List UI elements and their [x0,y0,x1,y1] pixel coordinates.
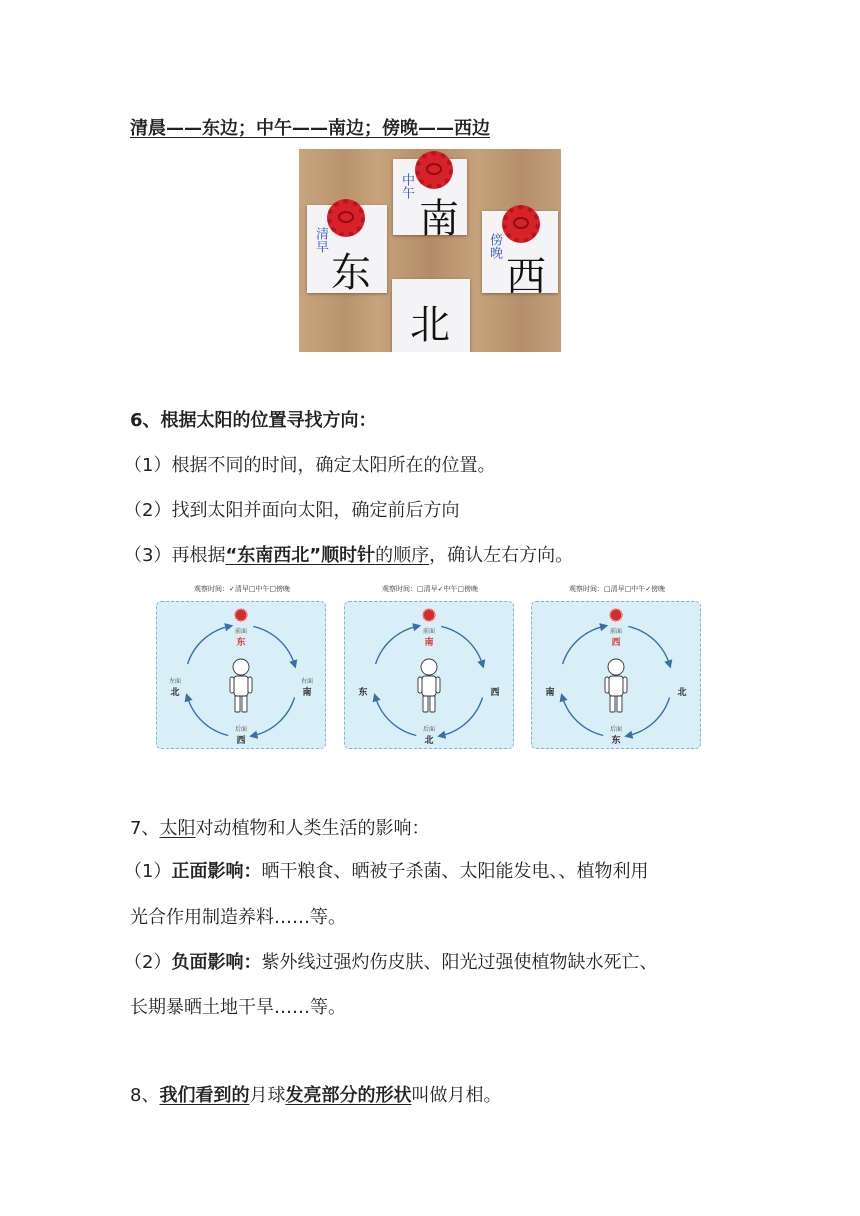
section8-text [130,1083,501,1109]
s8-prefix: 8、 [130,1085,160,1106]
clockwise-arrow [253,626,294,664]
back-direction-label-sub: 后面 [422,726,435,733]
right-direction-label-sub: 右面 [300,678,313,685]
card-east-time: 清早 [313,227,328,253]
direction-diagram-1 [153,581,331,752]
observe-time: 观察时间：□清早□中午✓傍晚 [568,585,666,593]
front-direction-label-sub: 前面 [234,628,247,635]
sun-icon [423,609,435,621]
item3-under: 的顺序 [375,545,430,566]
clockwise-arrow [562,697,603,735]
section7-p1-cont: 光合作用制造养料……等。 [130,907,346,928]
item3-bold: “东南西北”顺时针 [225,545,376,566]
p1-text: 晒干粮食、晒被子杀菌、太阳能发电、、植物利用 [261,861,649,882]
p2-bold: 负面影响： [171,952,262,973]
back-direction-label: 北 [424,736,434,746]
left-direction-label: 东 [358,688,368,698]
clockwise-arrow [563,626,605,664]
front-direction-label: 南 [424,638,434,648]
sun-direction-photo [299,149,561,352]
sun-icon [610,609,622,621]
clockwise-arrow [628,698,669,736]
clockwise-arrow [187,697,228,735]
card-north-char: 北 [410,302,450,348]
direction-heading: 清晨——东边；中午——南边；傍晚——西边 [130,118,490,139]
section6-item1: （1）根据不同的时间，确定太阳所在的位置。 [124,455,496,476]
left-direction-label-sub: 左面 [168,678,181,685]
clockwise-arrow [375,697,416,735]
back-direction-label: 西 [236,736,246,746]
direction-diagram-2 [341,581,519,752]
section6-item3 [124,543,573,569]
item3-suffix: ，确认左右方向。 [429,545,574,566]
s7-suffix: 对动植物和人类生活的影响： [195,818,430,839]
clockwise-arrow [253,698,294,736]
observe-time: 观察时间：□清早✓中午□傍晚 [381,585,479,593]
direction-diagram-3 [528,581,706,752]
back-direction-label: 东 [611,736,621,746]
clockwise-arrow [441,626,482,664]
front-direction-label-sub: 前面 [609,628,622,635]
observe-time: 观察时间：✓清早□中午□傍晚 [193,585,291,593]
card-north [392,279,470,352]
paper-sun-icon [502,205,540,243]
card-south [393,159,467,242]
section7-p2 [124,950,657,976]
paper-sun-icon [415,151,453,189]
section7-p2-cont: 长期暴晒土地干旱……等。 [130,997,346,1018]
p2-text: 紫外线过强灼伤皮肤、阳光过强使植物缺水死亡、 [261,952,658,973]
section7-title [130,816,429,842]
clockwise-arrow [376,626,418,664]
s8-suffix: 叫做月相。 [411,1085,502,1106]
s8-mid: 月球 [249,1085,286,1106]
paper-sun-icon [327,199,365,237]
p2-prefix: （2） [124,952,172,973]
right-direction-label: 北 [677,688,687,698]
p1-prefix: （1） [124,861,172,882]
child-figure-icon [605,659,627,712]
front-direction-label: 东 [236,638,246,648]
s8-bold2: 发亮部分的形状 [285,1085,412,1106]
clockwise-arrow [441,698,482,736]
front-direction-label-sub: 前面 [422,628,435,635]
right-direction-label: 南 [302,688,312,698]
child-figure-icon [418,659,440,712]
child-figure-icon [230,659,252,712]
card-west [482,211,558,300]
right-direction-label: 西 [490,688,500,698]
back-direction-label-sub: 后面 [609,726,622,733]
s7-prefix: 7、 [130,818,160,839]
front-direction-label: 西 [611,638,621,648]
left-direction-label: 北 [170,688,180,698]
back-direction-label-sub: 后面 [234,726,247,733]
section7-p1 [124,859,648,885]
sun-icon [235,609,247,621]
card-east-char: 东 [331,250,371,296]
card-west-time: 傍晚 [487,233,502,259]
card-west-char: 西 [506,254,546,300]
section6-item2: （2）找到太阳并面向太阳，确定前后方向 [124,500,460,521]
clockwise-arrow [188,626,230,664]
s7-sun-word: 太阳 [159,818,196,839]
card-south-char: 南 [419,196,459,242]
clockwise-arrow [628,626,669,664]
card-south-time: 中午 [399,173,414,199]
s8-bold1: 我们看到的 [159,1085,250,1106]
card-east [307,205,387,296]
section6-title: 6、根据太阳的位置寻找方向： [130,410,377,431]
item3-prefix: （3）再根据 [124,545,226,566]
p1-bold: 正面影响： [171,861,262,882]
left-direction-label: 南 [545,688,555,698]
